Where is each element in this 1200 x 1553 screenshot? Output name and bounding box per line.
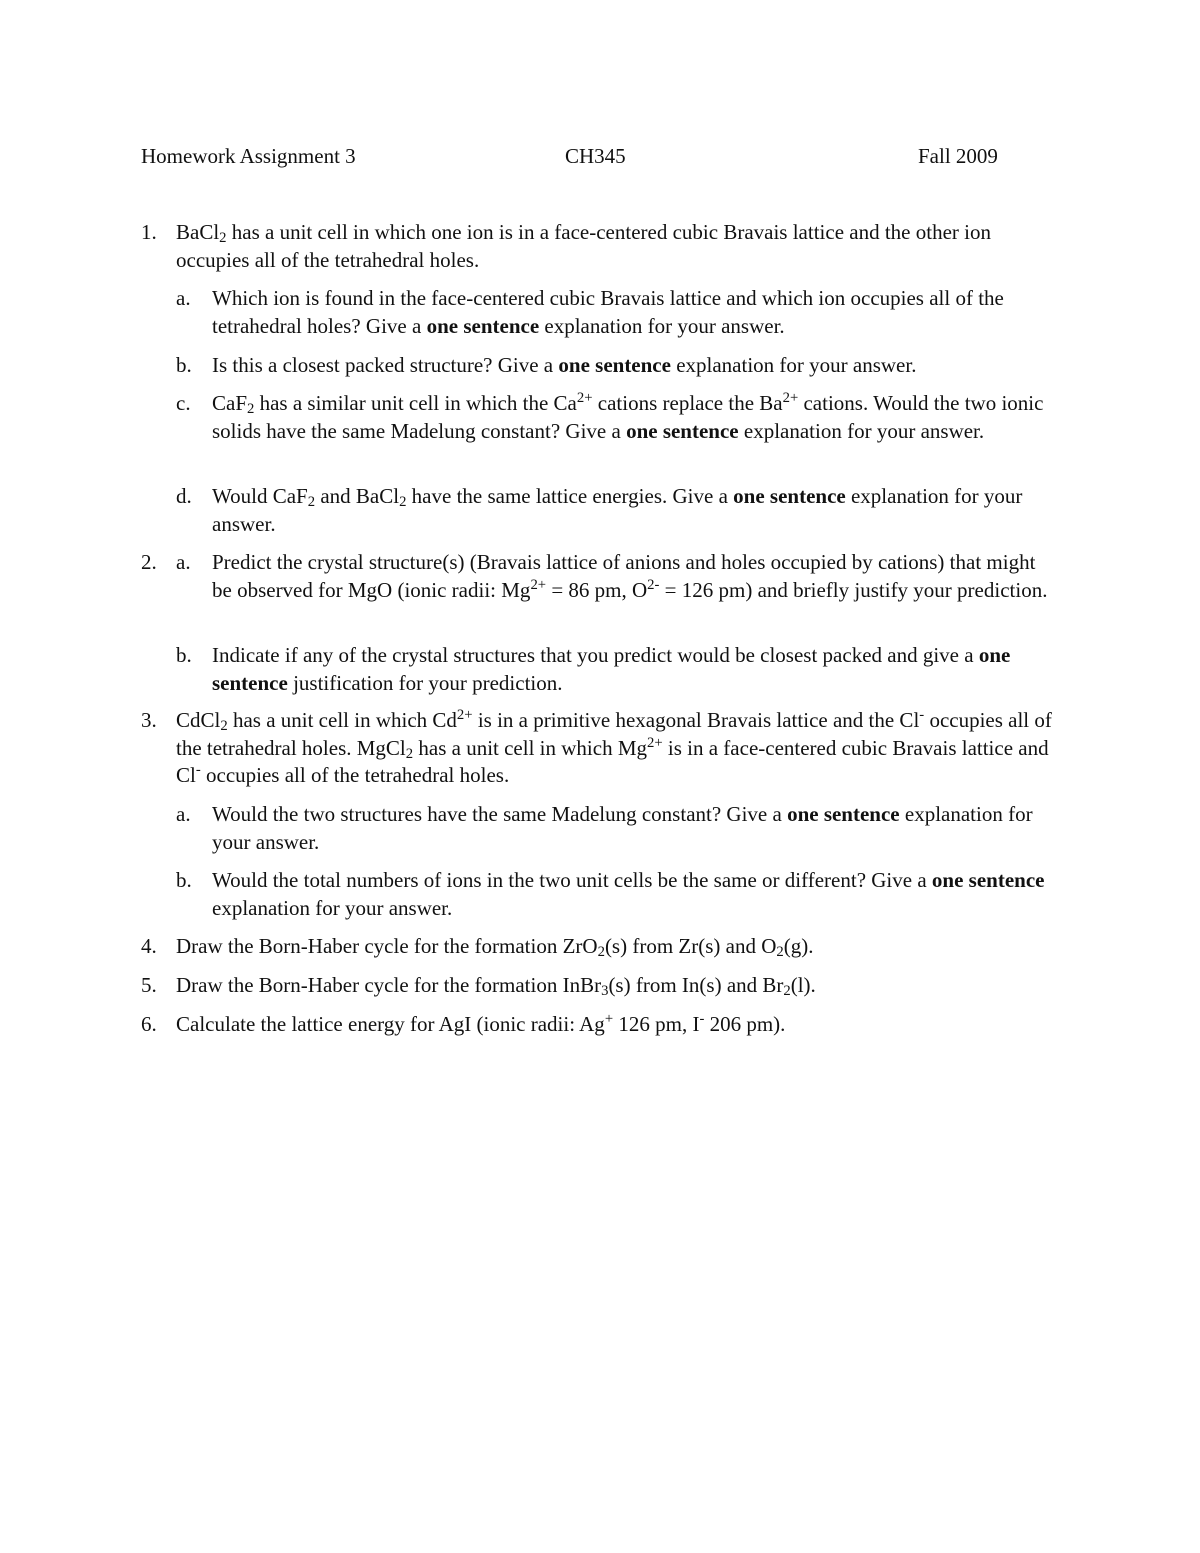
- header-title: Homework Assignment 3: [141, 144, 356, 168]
- question-text: Draw the Born-Haber cycle for the formation ZrO$_2$(s) from Zr(s) and $O_2(g)$.: [176, 934, 814, 960]
- sub-letter: d.: [176, 484, 192, 508]
- question-text: CdCl$_2$ has a unit cell in which $Cd^{2+}$ is in a primitive hexagonal Bravais lattice and the Cl- occupies all of the tetrahedral holes. MgCl$_2$ has a unit cell in which $Mg^{2+}$ is in a face-centered cubic Bravais lattice and Cl- occupies all of the tetrahedral holes.: [176, 707, 1052, 787]
- sub-text: Indicate if any of the crystal structures that you predict would be closest packed and give a one sentence justification for your prediction.: [212, 643, 1011, 695]
- sub-letter: b.: [176, 643, 192, 667]
- question-number: 3.: [141, 708, 157, 732]
- header-term: Fall 2009: [918, 144, 998, 168]
- sub-text: Would CaF$_2$ and BaCl$_2$ have the same lattice energies. Give a one sentence explanation for your answer.: [212, 484, 1023, 536]
- question-text: BaCl$_2$ has a unit cell in which one ion is in a face-centered cubic Bravais lattice and the other ion occupies all of the tetrahedral holes.: [176, 220, 991, 272]
- question-number: 4.: [141, 934, 157, 958]
- question-number: 2.: [141, 550, 157, 574]
- sub-text: Would the two structures have the same Madelung constant? Give a one sentence explanation for your answer.: [212, 802, 1033, 854]
- question-number: 5.: [141, 973, 157, 997]
- sub-letter: a.: [176, 550, 191, 574]
- sub-letter: b.: [176, 868, 192, 892]
- sub-text: CaF$_2$ has a similar unit cell in which the $Ca^{2+}$ cations replace the $Ba^{2+}$ cations. Would the two ionic solids have the same Madelung constant? Give a one sentence explanation for your answer.: [212, 390, 1044, 443]
- sub-letter: c.: [176, 391, 191, 415]
- question-number: 1.: [141, 220, 157, 244]
- question-text: Calculate the lattice energy for AgI (ionic radii: Ag+ 126 pm, I- 206 pm).: [176, 1011, 786, 1036]
- sub-letter: a.: [176, 286, 191, 310]
- header-course: CH345: [565, 144, 626, 168]
- sub-letter: a.: [176, 802, 191, 826]
- sub-text: Is this a closest packed structure? Give a one sentence explanation for your answer.: [212, 353, 917, 377]
- sub-text: Would the total numbers of ions in the two unit cells be the same or different? Give a one sentence explanation for your answer.: [212, 868, 1045, 920]
- sub-letter: b.: [176, 353, 192, 377]
- question-text: Draw the Born-Haber cycle for the formation InBr$_3$(s) from In(s) and $Br_2(l)$.: [176, 973, 816, 999]
- sub-text: Predict the crystal structure(s) (Bravais lattice of anions and holes occupied by cations) that might be observed for MgO (ionic radii: $Mg^{2+} = 86$ pm, $O^{2-} = 126$ pm) and briefly justify your prediction.: [212, 550, 1048, 602]
- sub-text: Which ion is found in the face-centered cubic Bravais lattice and which ion occupies all of the tetrahedral holes? Give a one sentence explanation for your answer.: [212, 286, 1004, 338]
- question-number: 6.: [141, 1012, 157, 1036]
